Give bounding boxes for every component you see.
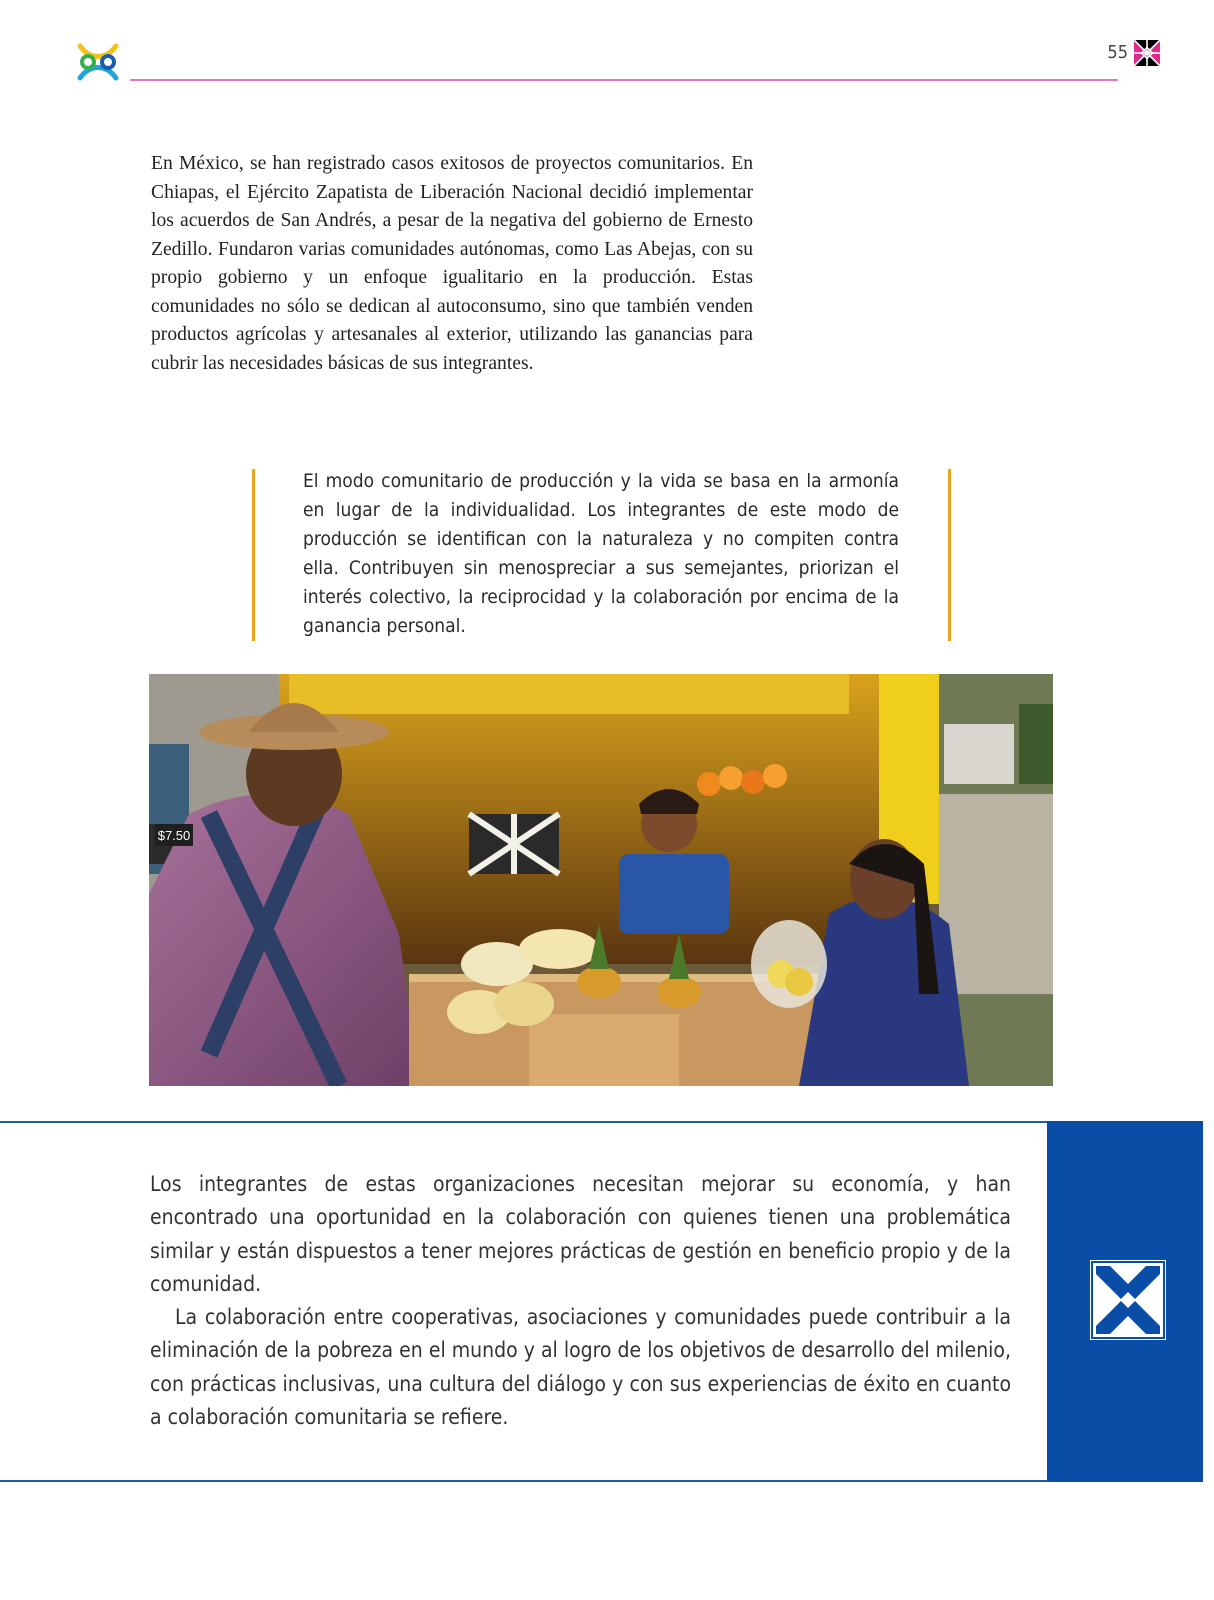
- price-sign: $7.50: [157, 828, 191, 843]
- section-rule-bottom: [0, 1480, 1047, 1482]
- header-divider: [130, 79, 1118, 81]
- highlight-quote: El modo comunitario de producción y la vida se basa en la armonía en lugar de la individualidad. Los integrantes de este modo de producción se identifican con la naturaleza y no compiten contra ella. Contribuyen sin menospreciar a sus semejantes, priorizan el interés colectivo, la reciprocidad y la colaboración por encima de la ganancia personal.: [303, 470, 899, 637]
- page-number: 55: [1107, 42, 1128, 63]
- textile-pattern-icon: [1134, 40, 1160, 66]
- closing-paragraph-2: La colaboración entre cooperativas, asociaciones y comunidades puede contribuir a la eliminación de la pobreza en el mundo y al logro de los objetivos de desarrollo del milenio, con prácticas inclusivas, una cultura del diálogo y con sus experiencias de éxito en cuanto a colaboración comunitaria se refiere.: [150, 1305, 1011, 1430]
- intro-paragraph: En México, se han registrado casos exitosos de proyectos comunitarios. En Chiapas, el Ejército Zapatista de Liberación Nacional decidió implementar los acuerdos de San Andrés, a pesar de la negativa del gobierno de Ernesto Zedillo. Fundaron varias comunidades autónomas, como Las Abejas, con su propio gobierno y un enfoque igualitario en la producción. Estas comunidades no sólo se dedican al autoconsumo, sino que también venden productos agrícolas y artesanales al exterior, utilizando las ganancias para cubrir las necesidades básicas de sus integrantes.: [151, 153, 753, 374]
- quote-bar-right: [948, 469, 951, 641]
- closing-text: [150, 1168, 1011, 1434]
- section-rule-top: [0, 1121, 1047, 1123]
- textile-pattern-icon: [1090, 1260, 1166, 1340]
- market-stall-photo: [149, 674, 1053, 1086]
- quote-bar-left: [252, 469, 255, 641]
- closing-paragraph-1: Los integrantes de estas organizaciones necesitan mejorar su economía, y han encontrado una oportunidad en la colaboración con quienes tienen una problemática similar y están dispuestos a tener mejores prácticas de gestión en beneficio propio y de la comunidad.: [150, 1172, 1011, 1296]
- section-logo-icon: [76, 40, 120, 84]
